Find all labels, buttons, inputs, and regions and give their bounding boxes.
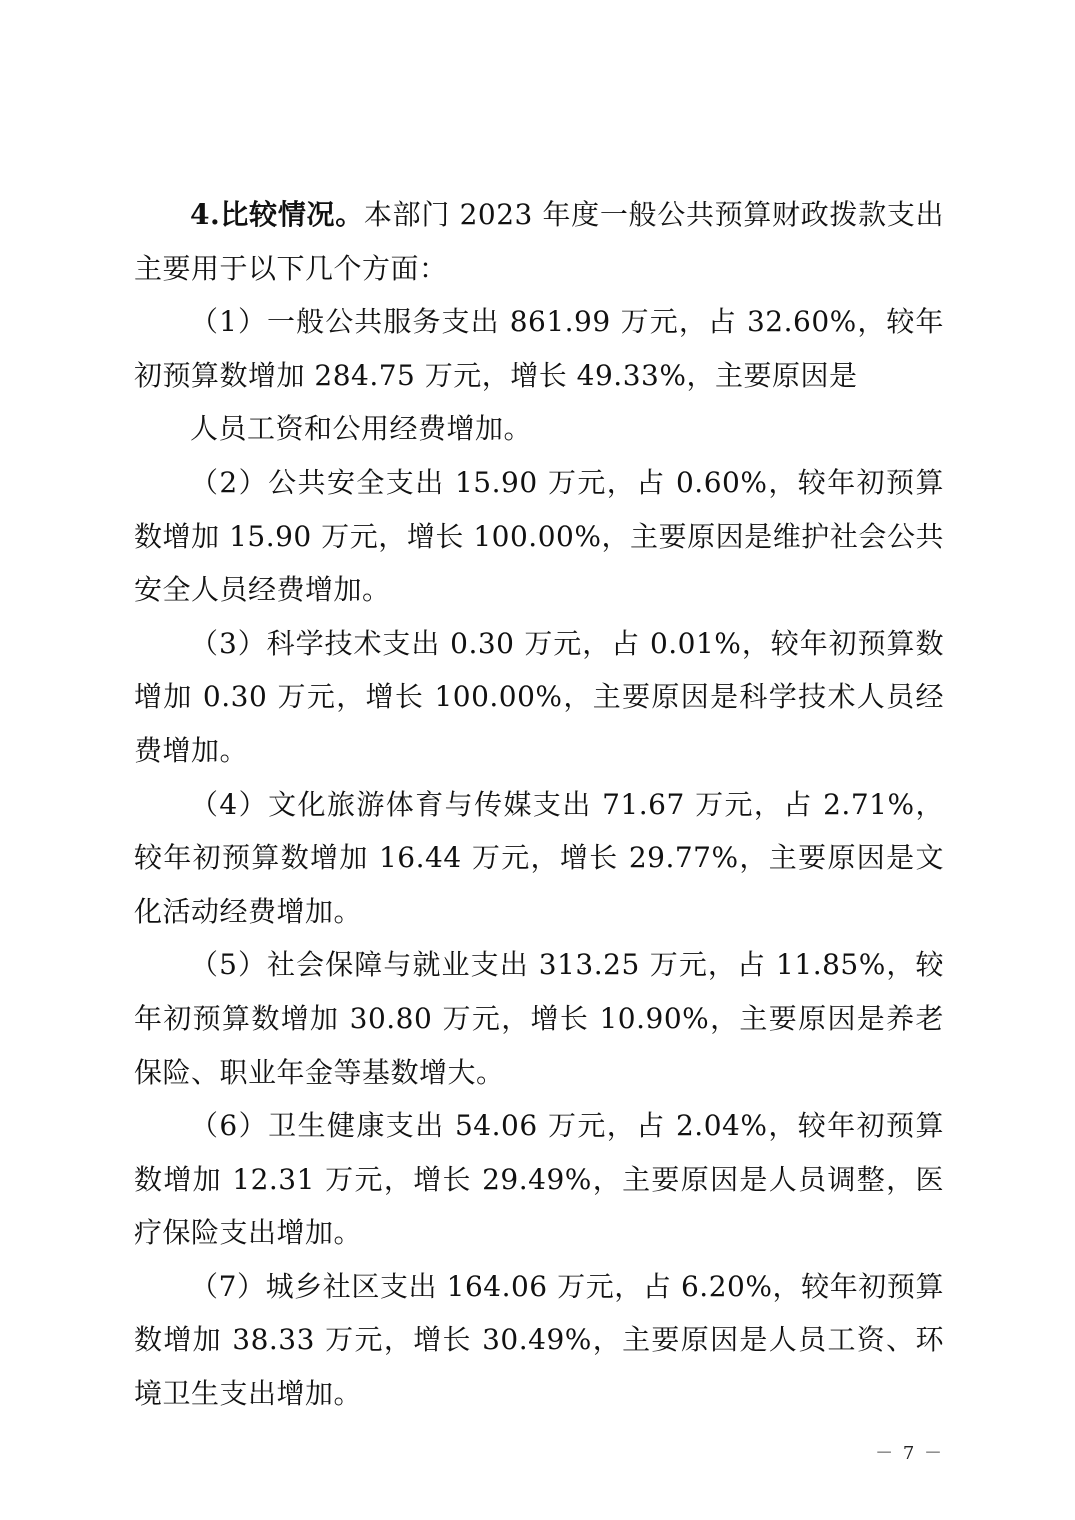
paragraph-item-1: （1）一般公共服务支出 861.99 万元，占 32.60%，较年初预算数增加 284.75 万元，增长 49.33%，主要原因是 — [134, 305, 944, 392]
paragraph-item-6: （6）卫生健康支出 54.06 万元，占 2.04%，较年初预算数增加 12.31 万元，增长 29.49%，主要原因是人员调整，医疗保险支出增加。 — [134, 1109, 944, 1250]
intro-paragraph — [134, 188, 944, 295]
paragraph-item-2: （2）公共安全支出 15.90 万元，占 0.60%，较年初预算数增加 15.90 万元，增长 100.00%，主要原因是维护社会公共安全人员经费增加。 — [134, 465, 944, 607]
document-body — [134, 188, 944, 1421]
intro-text: 本部门 2023 年度一般公共预算财政拨款支出主要用于以下几个方面： — [134, 198, 945, 285]
paragraph-item-3: （3）科学技术支出 0.30 万元，占 0.01%，较年初预算数增加 0.30 万元，增长 100.00%，主要原因是科学技术人员经费增加。 — [134, 626, 944, 767]
paragraph-item-5: （5）社会保障与就业支出 313.25 万元，占 11.85%，较年初预算数增加 30.80 万元，增长 10.90%，主要原因是养老保险、职业年金等基数增大。 — [134, 948, 944, 1089]
paragraph-item-1-continued: 人员工资和公用经费增加。 — [190, 412, 533, 446]
paragraph-item-7: （7）城乡社区支出 164.06 万元，占 6.20%，较年初预算数增加 38.33 万元，增长 30.49%，主要原因是人员工资、环境卫生支出增加。 — [134, 1269, 944, 1411]
section-heading: 4.比较情况。 — [190, 198, 364, 231]
page-number: － 7 － — [875, 1443, 944, 1464]
paragraph-item-4: （4）文化旅游体育与传媒支出 71.67 万元，占 2.71%，较年初预算数增加 16.44 万元，增长 29.77%，主要原因是文化活动经费增加。 — [134, 787, 944, 928]
